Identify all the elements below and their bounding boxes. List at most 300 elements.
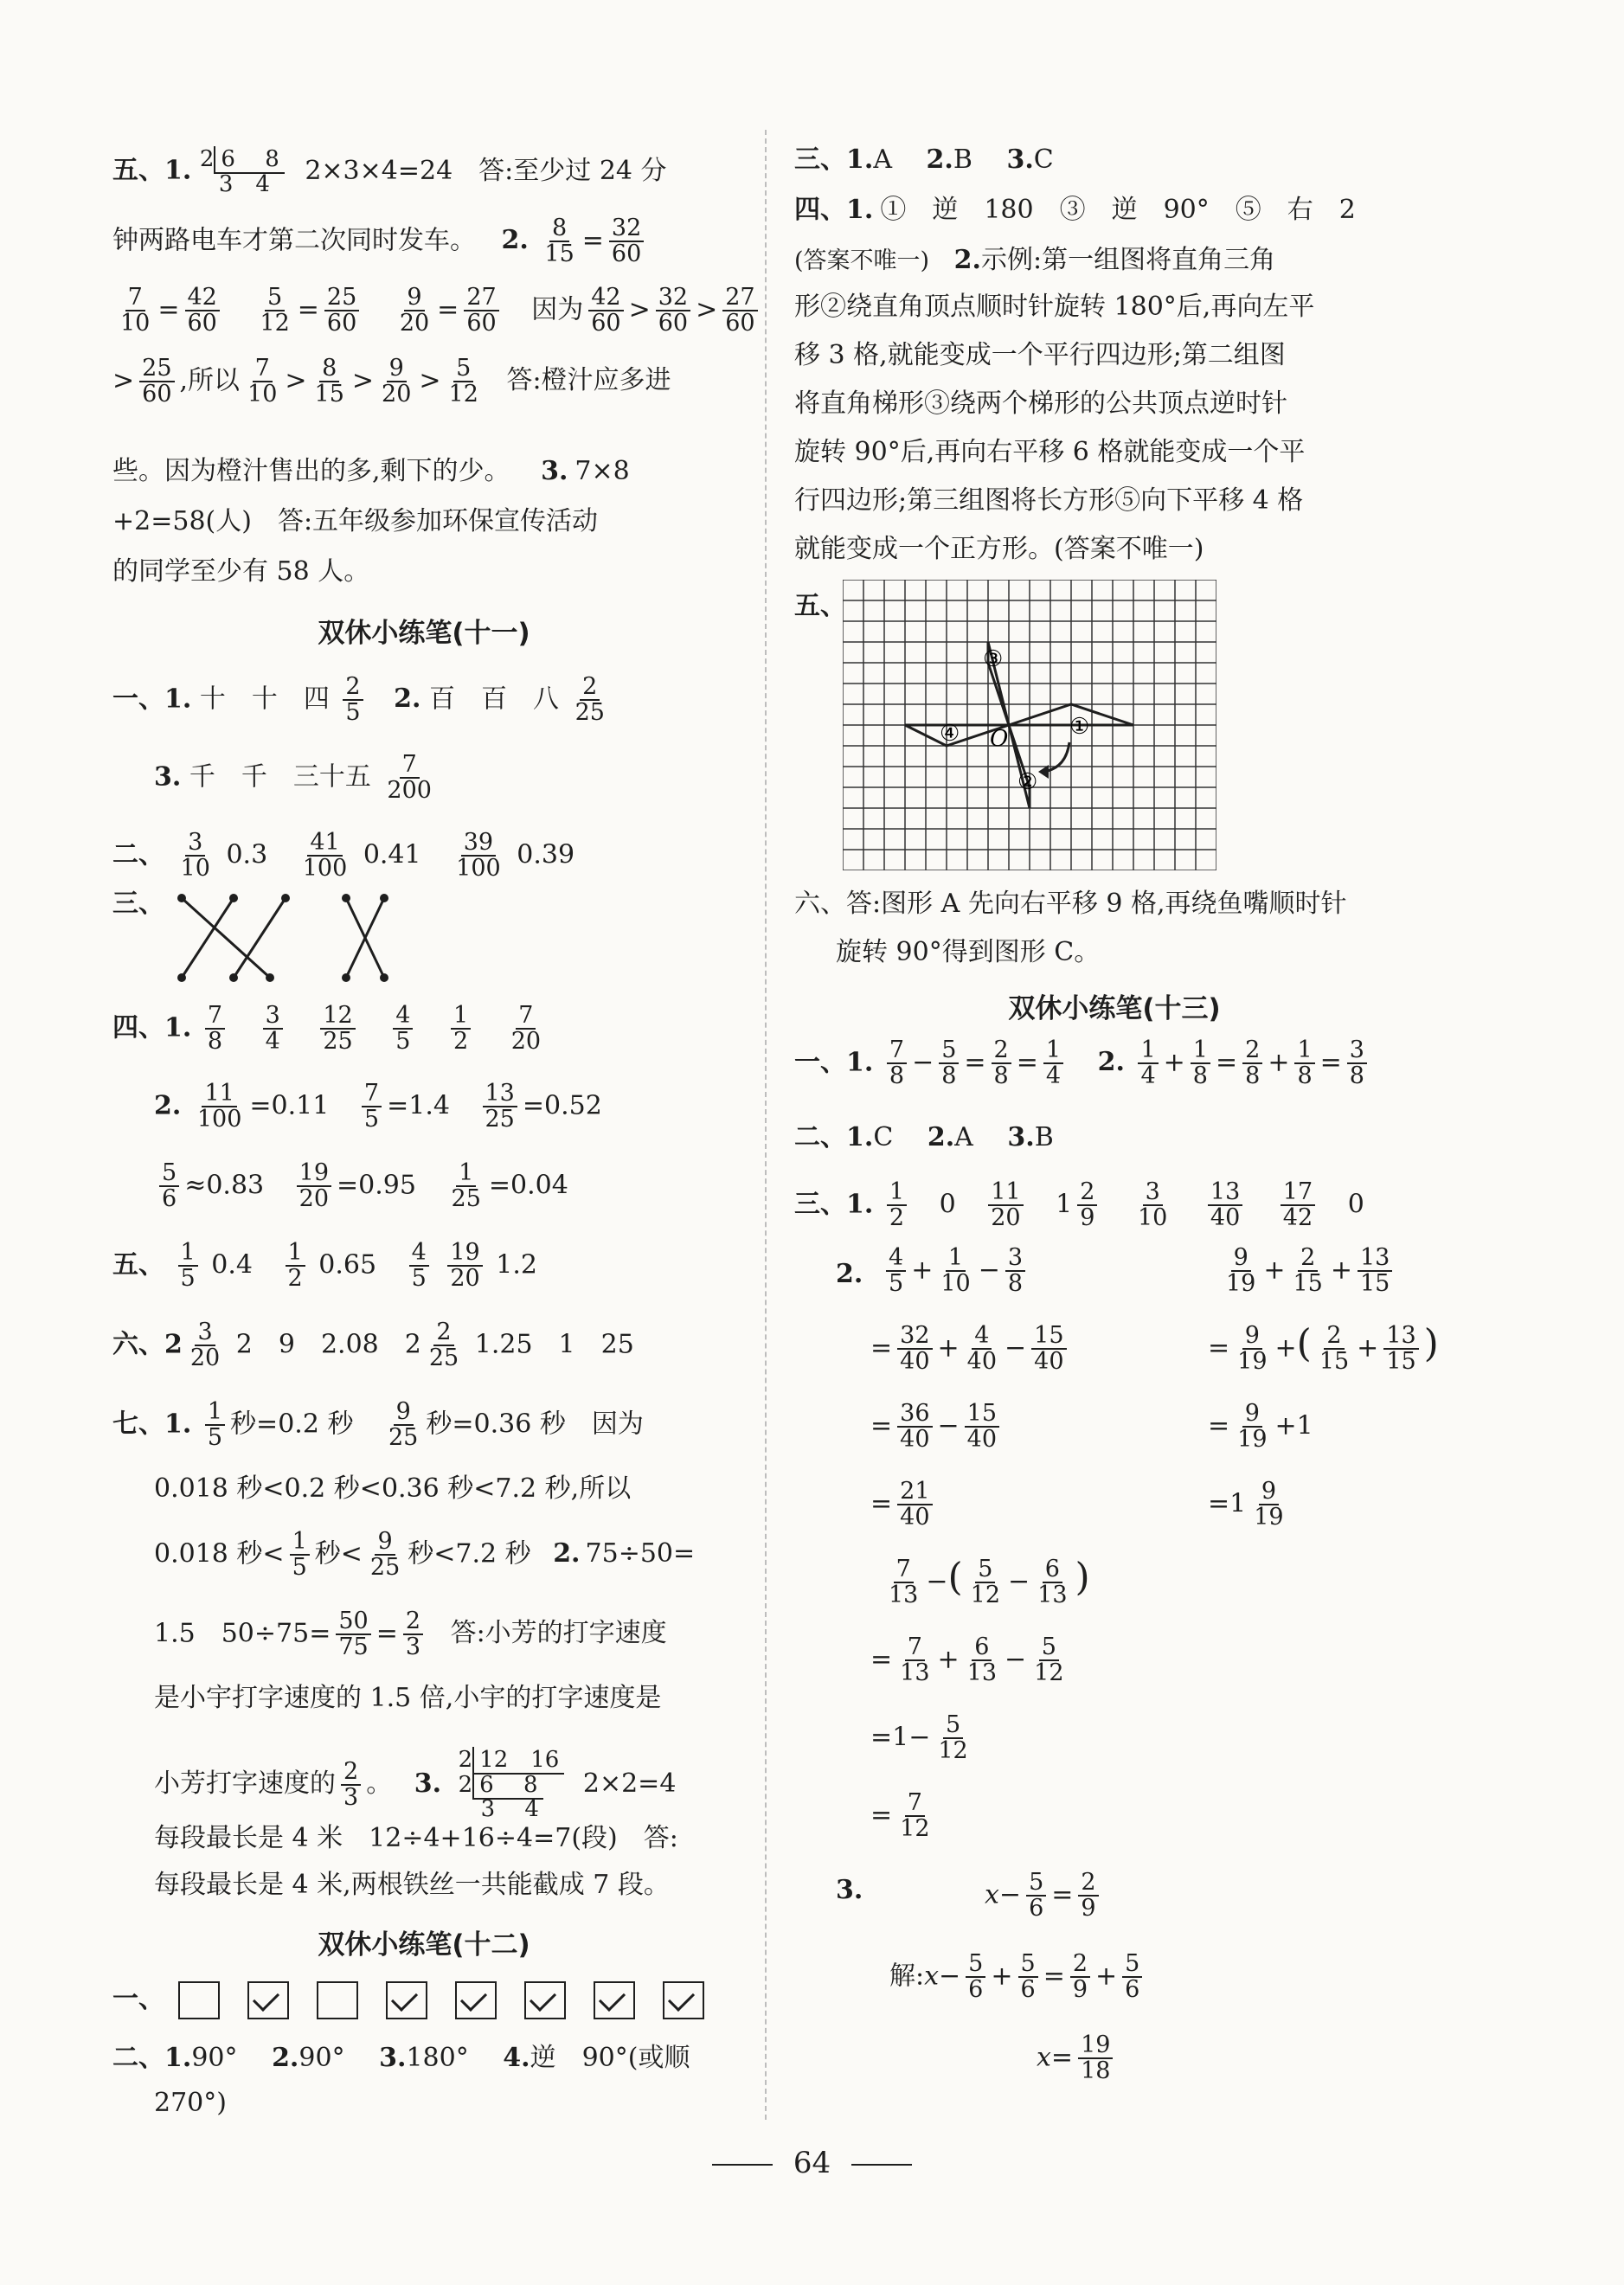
operator: =: [964, 1047, 986, 1078]
item-label: 一、1.: [794, 1047, 874, 1078]
fraction: [886, 1557, 921, 1608]
denominator: 9: [1080, 1204, 1095, 1232]
label-1: ①: [1069, 714, 1090, 740]
denominator: 3: [405, 1634, 421, 1661]
numerator: 42: [185, 286, 220, 311]
denominator: 6: [1125, 1976, 1140, 2004]
operator: +: [937, 1644, 960, 1675]
denominator: 20: [382, 381, 412, 408]
text: C: [1033, 144, 1054, 175]
text: 十 十 四: [199, 684, 330, 715]
qi-line7: 每段最长是 4 米 12÷4+16÷4=7(段) 答:: [154, 1823, 678, 1853]
numerator: 2: [1324, 1324, 1344, 1350]
fraction: [205, 1004, 225, 1055]
fraction: [887, 1180, 907, 1231]
text: 逆 90°(或顺: [530, 2043, 690, 2073]
qi-line2: 0.018 秒<0.2 秒<0.36 秒<7.2 秒,所以: [154, 1473, 632, 1504]
numerator: 5: [453, 356, 473, 382]
numerator: 27: [722, 286, 757, 311]
denominator: 15: [544, 241, 574, 268]
short-division: [459, 1748, 565, 1822]
numerator: 3: [1143, 1180, 1163, 1206]
operator: =: [1043, 1961, 1065, 1992]
numerator: 3: [1005, 1246, 1025, 1272]
denominator: 12: [938, 1737, 968, 1765]
numerator: 11: [202, 1082, 236, 1107]
numerator: 9: [1242, 1402, 1262, 1428]
numerator: 7: [516, 1004, 536, 1030]
value: =0.04: [488, 1170, 568, 1201]
denominator: 4: [265, 1028, 280, 1056]
denominator: 19: [1237, 1426, 1268, 1454]
judgement-box-4: [386, 1981, 427, 2019]
text: 90°: [191, 2043, 264, 2073]
denominator: 13: [1037, 1582, 1068, 1609]
judgement-box-8: [663, 1981, 704, 2019]
value: 0: [1347, 1189, 1364, 1220]
qi-line8: 每段最长是 4 米,两根铁丝一共能截成 7 段。: [154, 1870, 670, 1900]
center-o-label: O: [990, 726, 1009, 752]
numerator: 5: [265, 286, 285, 311]
denominator: 8: [207, 1028, 223, 1056]
fraction: [1043, 1038, 1063, 1089]
operator: −: [998, 1879, 1022, 1910]
operator: +: [1274, 1332, 1297, 1364]
numerator: 7: [362, 1082, 382, 1107]
value: 0.39: [517, 839, 575, 870]
item-label: 2.: [953, 245, 981, 275]
numerator: 21: [897, 1479, 932, 1505]
qi-line6: 小芳打字速度的 $\frac{2}{3}$ 。 3. 2 12 16 2 6 8 3 4 2×2=4: [154, 1747, 677, 1823]
denominator: 60: [591, 310, 621, 337]
label-3: ③: [983, 646, 1004, 672]
answer-text: 些。因为橙汁售出的多,剩下的少。: [112, 456, 510, 486]
section-label: 六、2: [112, 1329, 183, 1360]
numerator: 2: [343, 675, 363, 701]
fraction: [185, 286, 220, 337]
operator: =: [870, 1488, 893, 1519]
fraction: [1018, 1952, 1038, 2003]
numerator: 2: [992, 1038, 1011, 1064]
operator: −: [926, 1566, 948, 1597]
fraction: [386, 1400, 420, 1451]
operator: −: [912, 1047, 934, 1078]
numerator: 2: [403, 1609, 423, 1635]
operator: −: [1008, 1566, 1030, 1597]
numerator: 32: [609, 216, 644, 242]
judgement-box-3: [317, 1981, 358, 2019]
item-label: 二、1.: [112, 2043, 192, 2073]
r13-san-3-label: [836, 1877, 863, 1903]
numerator: 27: [464, 286, 498, 311]
item-label: 2.: [553, 1538, 581, 1569]
numerator: 1: [205, 1400, 225, 1426]
fraction: [966, 1952, 985, 2003]
fraction: [286, 1241, 305, 1292]
denominator: 100: [456, 855, 501, 883]
denominator: 2: [453, 1028, 469, 1056]
numerator: 42: [588, 286, 623, 311]
fraction: [897, 1402, 932, 1453]
r-si-line8: 就能变成一个正方形。(答案不唯一): [794, 534, 1204, 564]
text: 解:: [889, 1961, 925, 1992]
denominator: 20: [399, 310, 430, 337]
fraction: [1317, 1324, 1351, 1375]
q11-si-2b: [154, 1161, 568, 1212]
fraction: [379, 356, 414, 408]
numerator: 3: [195, 1320, 215, 1346]
item-label: 二、1.: [794, 1122, 874, 1152]
paren: ): [1423, 1321, 1439, 1366]
numerator: 25: [324, 286, 359, 311]
judgement-box-2: [247, 1981, 289, 2019]
numerator: 13: [483, 1082, 517, 1107]
denominator: 25: [428, 1345, 459, 1372]
calc-b-1: [1218, 1246, 1397, 1297]
numerator: 7: [905, 1635, 925, 1661]
denominator: 25: [388, 1424, 419, 1452]
s5-line5: [112, 456, 630, 486]
operator: =: [870, 1410, 893, 1441]
denominator: 40: [900, 1504, 930, 1531]
q12-er: [112, 2045, 690, 2071]
fraction: [362, 1082, 382, 1133]
item-label: 2.: [1097, 1047, 1125, 1078]
fraction: [1291, 1246, 1326, 1297]
denominator: 25: [369, 1554, 401, 1582]
s5-line6: +2=58(人) 答:五年级参加环保宣传活动: [112, 506, 599, 536]
fraction: [343, 675, 363, 726]
operator: +: [1357, 1332, 1379, 1364]
fraction: [1077, 1180, 1097, 1231]
item-label: 七、1.: [112, 1409, 192, 1440]
denominator: 10: [120, 310, 151, 337]
r-si-1: [794, 197, 1356, 223]
fraction: [992, 1038, 1011, 1089]
numerator: 36: [897, 1402, 932, 1428]
fraction: [1242, 1038, 1262, 1089]
judgement-box-5: [455, 1981, 497, 2019]
value: =0.11: [249, 1090, 330, 1121]
denominator: 20: [991, 1204, 1021, 1232]
value: 1: [1056, 1189, 1073, 1220]
item-label: 一、1.: [112, 684, 192, 715]
numerator: 1: [887, 1180, 907, 1206]
divisor: 2: [458, 1771, 473, 1798]
fraction: [588, 286, 623, 337]
item-label: 3.: [154, 761, 182, 793]
text: 示例:第一组图将直角三角: [981, 245, 1276, 275]
denominator: 25: [451, 1185, 481, 1213]
fraction: [336, 1609, 370, 1660]
fraction: [1251, 1479, 1286, 1531]
denominator: 100: [196, 1106, 242, 1133]
denominator: 40: [1034, 1348, 1064, 1376]
numerator: 9: [1231, 1246, 1251, 1272]
numerator: 15: [1031, 1324, 1066, 1350]
answer-text: 答:橙汁应多进: [506, 365, 671, 396]
numerator: 5: [939, 1038, 959, 1064]
q12-er-line2: 270°): [154, 2088, 227, 2118]
label-4: ④: [940, 721, 960, 747]
denominator: 8: [1349, 1062, 1364, 1090]
section-label: 一、: [112, 1984, 164, 2014]
fraction: [427, 1320, 461, 1371]
dividend: 12 16: [472, 1747, 564, 1775]
denominator: 5: [345, 699, 361, 727]
denominator: 40: [900, 1348, 930, 1376]
item-label: 3.: [836, 1875, 863, 1905]
denominator: 42: [1282, 1204, 1313, 1232]
denominator: 4: [1140, 1062, 1156, 1090]
operator: +: [1163, 1047, 1185, 1078]
short-division: [200, 147, 285, 196]
fraction: [939, 1038, 959, 1089]
fraction: [1358, 1246, 1392, 1297]
q11-si-2: [154, 1082, 602, 1133]
calc-b-4: [1208, 1479, 1292, 1531]
fraction: [935, 1713, 970, 1764]
numerator: 3: [185, 831, 205, 857]
fraction: [464, 286, 498, 337]
denominator: 19: [1226, 1270, 1256, 1298]
numerator: 17: [1281, 1180, 1315, 1206]
numerator: 1: [290, 1530, 310, 1556]
paren: (: [947, 1555, 963, 1600]
fraction: [968, 1557, 1003, 1608]
item-label: 2.: [394, 684, 421, 715]
numerator: 8: [319, 356, 339, 382]
numerator: 13: [1208, 1180, 1242, 1206]
calc-a-1: [881, 1246, 1030, 1297]
denominator: 18: [1081, 2057, 1111, 2085]
value: ≈0.83: [184, 1170, 265, 1201]
values: 2 9 2.08 2: [235, 1329, 421, 1360]
denominator: 40: [966, 1348, 997, 1376]
operator: −: [978, 1255, 1000, 1286]
eq-line2: [889, 1952, 1147, 2003]
fraction: [897, 1479, 932, 1531]
section-title: 双休小练笔(十三): [1008, 993, 1221, 1024]
fraction: [139, 356, 174, 408]
value: =0.95: [337, 1170, 416, 1201]
text: 秒<7.2 秒: [408, 1538, 531, 1569]
q11-si-1: [112, 1004, 549, 1055]
numerator: 50: [336, 1609, 370, 1635]
fraction: [446, 356, 481, 408]
denominator: 40: [900, 1426, 930, 1454]
item-label: 2.: [926, 144, 953, 175]
fraction: [1138, 1038, 1158, 1089]
denominator: 19: [1254, 1504, 1284, 1531]
denominator: 25: [323, 1028, 353, 1056]
matching-lines-diagram: [170, 891, 395, 986]
numerator: 7: [253, 356, 273, 382]
text: C: [873, 1122, 920, 1152]
fraction: [118, 286, 152, 337]
denominator: 3: [343, 1783, 359, 1811]
calc-b-2: [1208, 1321, 1439, 1376]
denominator: 25: [574, 699, 605, 727]
column-divider: [765, 130, 767, 2120]
numerator: 5: [1122, 1952, 1142, 1978]
page-dash-right: [851, 2164, 912, 2166]
r-si-line3: 形②绕直角顶点顺时针旋转 180°后,再向左平: [794, 292, 1315, 322]
numerator: 1: [286, 1241, 305, 1267]
numerator: 2: [341, 1760, 361, 1786]
fraction: [897, 1635, 932, 1686]
fraction: [297, 1161, 331, 1212]
fraction: [1294, 1038, 1314, 1089]
item-label: 四、1.: [112, 1012, 192, 1043]
fraction: [451, 1004, 471, 1055]
fraction: [205, 1400, 225, 1451]
numerator: 11: [988, 1180, 1023, 1206]
operator: +: [1095, 1961, 1118, 1992]
value: 0.65: [318, 1249, 377, 1280]
fraction: [1005, 1246, 1025, 1297]
fraction: [384, 753, 434, 804]
r-san: [794, 144, 1054, 175]
s5-line3: $\frac{7}{10}$ = $\frac{42}{60}$ $\frac{5}{12}$ = $\frac{25}{60}$ $\frac{9}{20}$ = $\frac{27}{60}$ 因为 $\frac{42}{60}$ > $\frac{32}{60}$ > $\frac{27}{60}$: [112, 286, 763, 337]
r13-yi: [794, 1038, 1372, 1089]
value: =0.52: [522, 1090, 602, 1121]
value: 0.41: [363, 839, 421, 870]
rotation-grid-figure: [843, 580, 1216, 870]
paren: ): [1075, 1555, 1090, 1600]
numerator: 9: [375, 1530, 395, 1556]
item-label: 3.: [541, 456, 568, 486]
numerator: 2: [1078, 1871, 1098, 1897]
numerator: 6: [972, 1635, 992, 1661]
denominator: 60: [187, 310, 217, 337]
numerator: 5: [943, 1713, 963, 1739]
denominator: 8: [1297, 1062, 1313, 1090]
s5-line7: 的同学至少有 58 人。: [112, 556, 370, 587]
eq-line3: [1037, 2033, 1118, 2084]
numerator: 9: [1242, 1324, 1262, 1350]
numerator: 1: [1294, 1038, 1314, 1064]
fraction: [1031, 1635, 1066, 1686]
variable: x: [985, 1879, 999, 1910]
calc-c-3: [870, 1713, 976, 1764]
numerator: 1: [456, 1161, 476, 1187]
numerator: 9: [404, 286, 424, 311]
numerator: 7: [125, 286, 145, 311]
fraction: [447, 1241, 482, 1292]
q11-qi-1: [112, 1400, 644, 1451]
denominator: 5: [363, 1106, 380, 1133]
page-number-text: 64: [793, 2146, 831, 2180]
item-label: 2.: [272, 2043, 299, 2073]
section-title: 双休小练笔(十一): [318, 618, 530, 649]
operator: +: [1263, 1255, 1286, 1286]
numerator: 5: [966, 1952, 985, 1978]
text: 秒<: [314, 1538, 363, 1569]
fraction: [178, 831, 213, 882]
operator: +: [991, 1961, 1013, 1992]
denominator: 5: [207, 1424, 223, 1452]
item-label: 2.: [501, 225, 529, 256]
item-label: 2.: [927, 1122, 955, 1152]
dividend: 6 8: [472, 1772, 542, 1800]
numerator: 4: [393, 1004, 413, 1030]
denominator: 9: [1072, 1976, 1088, 2004]
fraction: [1026, 1871, 1046, 1922]
text: A: [954, 1122, 999, 1152]
r13-er: [794, 1122, 1054, 1152]
item-label: 3.: [379, 2043, 407, 2073]
judgement-box-6: [524, 1981, 566, 2019]
denominator: 25: [485, 1106, 515, 1133]
text: 180°: [406, 2043, 495, 2073]
fraction: [1223, 1246, 1258, 1297]
operator: +: [1330, 1255, 1352, 1286]
r13-san-1: [794, 1180, 1364, 1231]
denominator: 12: [1034, 1659, 1064, 1687]
item-label: 3.: [1006, 144, 1034, 175]
denominator: 20: [510, 1028, 542, 1056]
calc-c-2: [870, 1635, 1072, 1686]
denominator: 6: [968, 1976, 984, 2004]
denominator: 5: [411, 1265, 427, 1293]
operator: =: [1050, 2042, 1074, 2073]
operator: −: [939, 1961, 961, 1992]
denominator: 5: [395, 1028, 411, 1056]
numerator: 4: [886, 1246, 906, 1272]
numerator: 5: [1018, 1952, 1038, 1978]
denominator: 10: [1137, 1204, 1168, 1232]
fraction: [178, 1241, 198, 1292]
denominator: 60: [658, 310, 689, 337]
numerator: 1: [178, 1241, 198, 1267]
numerator: 25: [139, 356, 174, 382]
fraction: [542, 216, 576, 267]
denominator: 20: [298, 1185, 330, 1213]
numerator: 32: [897, 1324, 932, 1350]
fraction: [886, 1246, 906, 1297]
eq-line1: [985, 1871, 1104, 1922]
s5-line4: > $\frac{25}{60}$ ,所以 $\frac{7}{10}$ > $\frac{8}{15}$ > $\frac{9}{20}$ > $\frac{5}{12}$ 答:橙汁应多进: [112, 355, 671, 408]
numerator: 6: [1043, 1557, 1062, 1583]
denominator: 75: [338, 1634, 369, 1661]
fraction: [1031, 1324, 1066, 1375]
fraction: [1122, 1952, 1142, 2003]
text: 百 百 八: [429, 684, 560, 715]
denominator: 19: [1237, 1348, 1268, 1376]
operator: =: [1051, 1879, 1074, 1910]
fraction: [965, 1324, 999, 1375]
fraction: [320, 1004, 355, 1055]
operator: −: [937, 1410, 960, 1441]
fraction: [1383, 1324, 1418, 1375]
fraction: [965, 1635, 999, 1686]
r-si-line6: 旋转 90°后,再向右平移 6 格就能变成一个平: [794, 437, 1306, 467]
numerator: 7: [894, 1557, 914, 1583]
section-label: 三、: [112, 889, 164, 919]
fraction: [312, 356, 347, 408]
calc-a-2: [870, 1324, 1072, 1375]
fraction: [453, 831, 504, 882]
variable: x: [924, 1961, 940, 1992]
fraction: [1347, 1038, 1367, 1089]
fraction: [609, 216, 644, 267]
r-si-2: [794, 247, 1275, 273]
denominator: 60: [611, 241, 642, 268]
calc-c-1: [881, 1557, 1090, 1608]
fraction: [409, 1241, 429, 1292]
text: 千 千 三十五: [189, 761, 371, 793]
